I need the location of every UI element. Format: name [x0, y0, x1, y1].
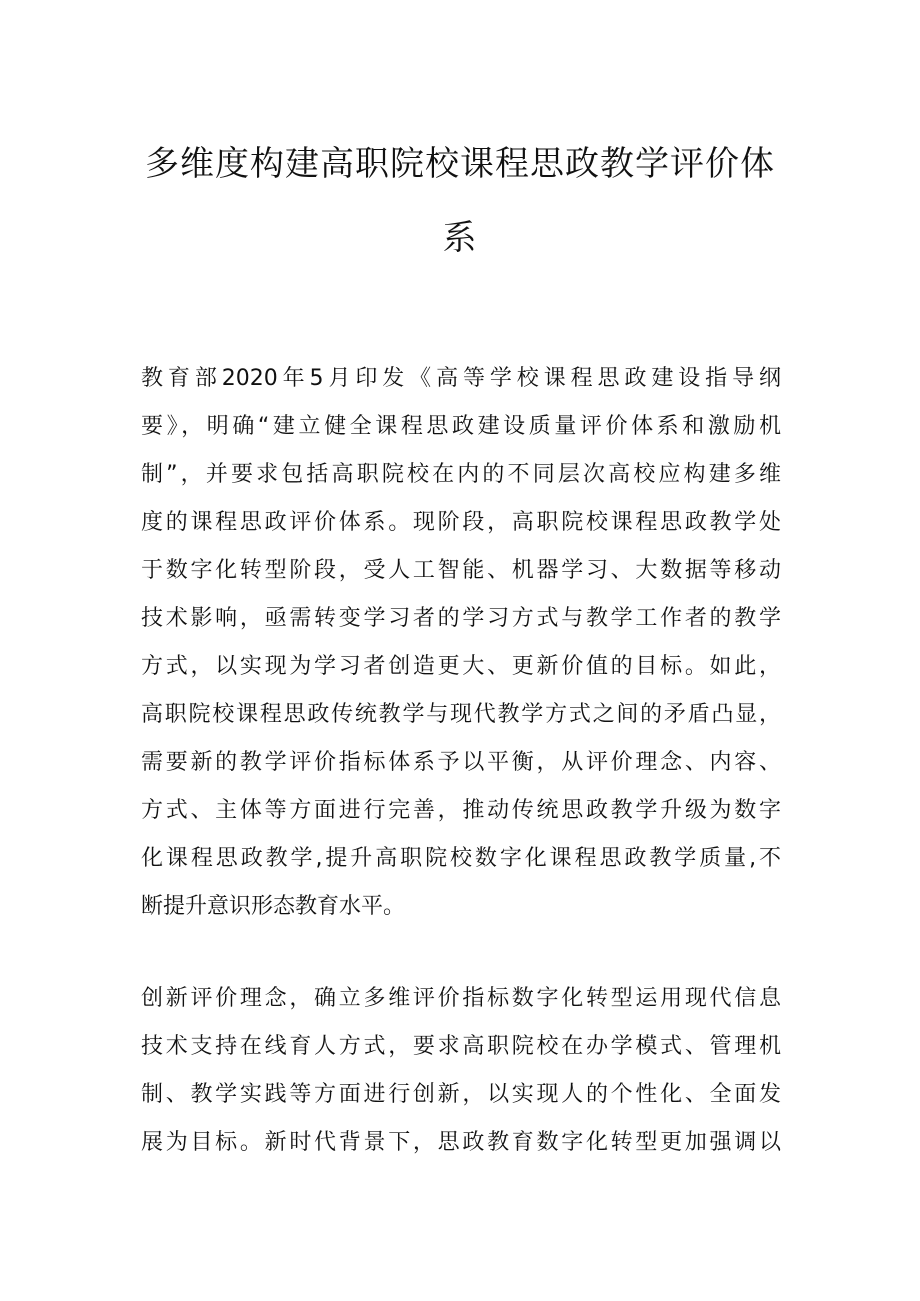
document-title-line-1: 多维度构建高职院校课程思政教学评价体 [145, 144, 775, 184]
paragraph-1-line-2: 要》，明确“建立健全课程思政建设质量评价体系和激励机 [141, 414, 781, 439]
paragraph-1-line-12: 断提升意识形态教育水平。 [141, 894, 406, 919]
paragraph-1-line-1: 教育部2020年5月印发《高等学校课程思政建设指导纲 [141, 366, 781, 391]
paragraph-1-line-9: 需要新的教学评价指标体系予以平衡，从评价理念、内容、 [141, 750, 781, 775]
paragraph-1-line-5: 于数字化转型阶段，受人工智能、机器学习、大数据等移动 [141, 558, 781, 583]
paragraph-1-line-3: 制”，并要求包括高职院校在内的不同层次高校应构建多维 [141, 462, 781, 487]
paragraph-1-line-8: 高职院校课程思政传统教学与现代教学方式之间的矛盾凸显， [141, 702, 781, 727]
paragraph-2-line-4: 展为目标。新时代背景下，思政教育数字化转型更加强调以 [141, 1130, 781, 1155]
paragraph-1 [141, 355, 781, 931]
paragraph-1-line-7: 方式，以实现为学习者创造更大、更新价值的目标。如此， [141, 654, 781, 679]
paragraph-1-line-6: 技术影响，亟需转变学习者的学习方式与教学工作者的教学 [141, 606, 781, 631]
paragraph-2 [141, 975, 781, 1167]
paragraph-2-line-2: 技术支持在线育人方式，要求高职院校在办学模式、管理机 [141, 1034, 781, 1059]
paragraph-1-line-11: 化课程思政教学,提升高职院校数字化课程思政教学质量,不 [141, 846, 781, 871]
paragraph-2-line-3: 制、教学实践等方面进行创新，以实现人的个性化、全面发 [141, 1082, 781, 1107]
document-title-line-2: 系 [442, 218, 478, 258]
paragraph-2-line-1: 创新评价理念，确立多维评价指标数字化转型运用现代信息 [141, 986, 781, 1011]
paragraph-1-line-10: 方式、主体等方面进行完善，推动传统思政教学升级为数字 [141, 798, 781, 823]
paragraph-1-line-4: 度的课程思政评价体系。现阶段，高职院校课程思政教学处 [141, 510, 781, 535]
